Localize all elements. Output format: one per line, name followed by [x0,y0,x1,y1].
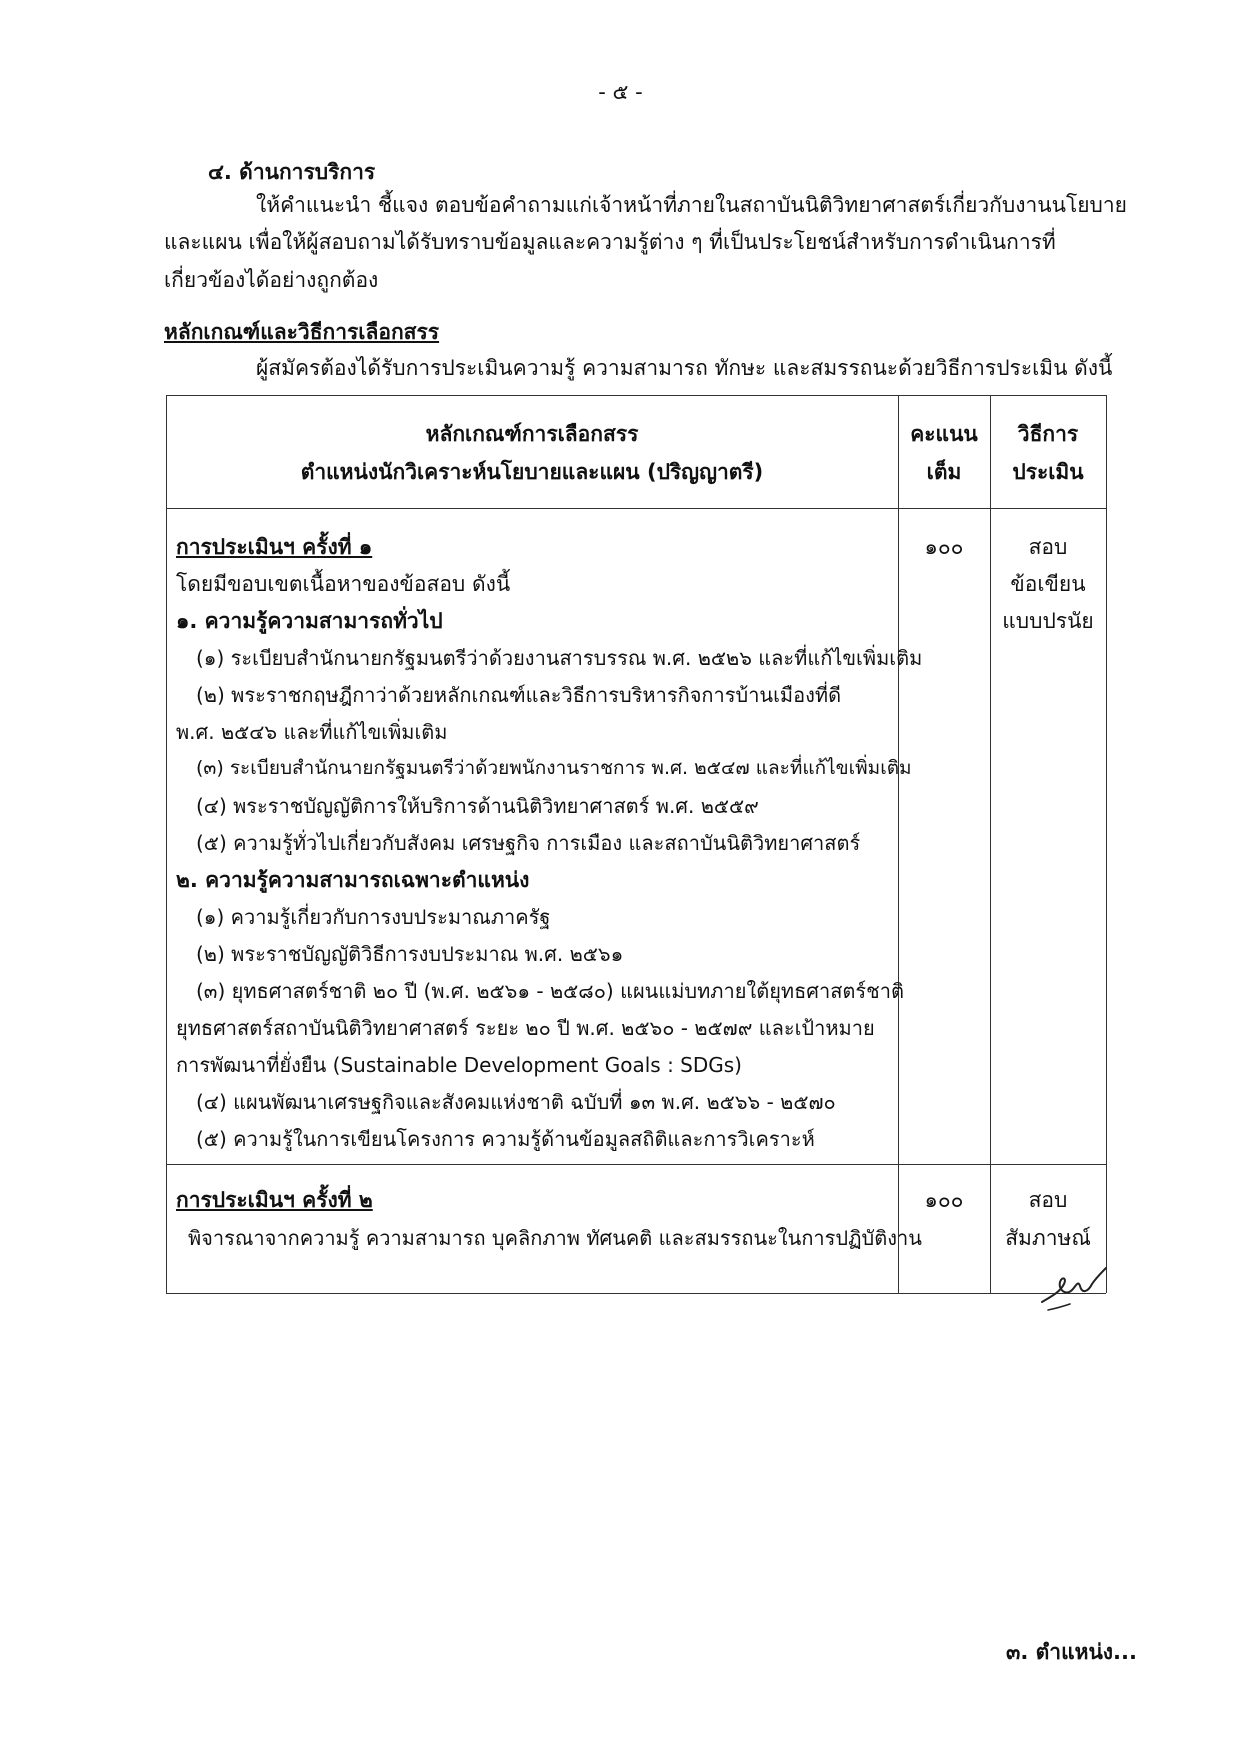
row1-item-2-5: (๕) ความรู้ในการเขียนโครงการ ความรู้ด้านข้อมูลสถิติและการวิเคราะห์ [196,1127,815,1151]
row2-description: พิจารณาจากความรู้ ความสามารถ บุคลิกภาพ ทัศนคติ และสมรรถนะในการปฏิบัติงาน [188,1226,922,1250]
table-border-right [1106,395,1107,1293]
row1-method-line-1: สอบ [1028,535,1068,559]
row1-method-line-2: ข้อเขียน [1010,572,1086,596]
row1-item-2-2: (๒) พระราชบัญญัติวิธีการงบประมาณ พ.ศ. ๒๕๖๑ [196,942,624,966]
row2-method-line-2: สัมภาษณ์ [1005,1226,1091,1250]
table-header-divider [166,508,1106,509]
table-border-bottom [166,1293,1106,1294]
section-heading: ๔. ด้านการบริการ [208,160,376,184]
signature-initials [1034,1262,1114,1322]
table-border-top [166,395,1106,396]
row1-item-2-3-cont-2: การพัฒนาที่ยั่งยืน (Sustainable Development Goals : SDGs) [176,1053,742,1077]
row1-item-2-3-cont-1: ยุทธศาสตร์สถาบันนิติวิทยาศาสตร์ ระยะ ๒๐ ปี พ.ศ. ๒๕๖๐ - ๒๕๗๙ และเป้าหมาย [176,1016,875,1040]
row1-item-1-1: (๑) ระเบียบสำนักนายกรัฐมนตรีว่าด้วยงานสารบรรณ พ.ศ. ๒๕๒๖ และที่แก้ไขเพิ่มเติม [196,646,923,670]
header-method-line-2: ประเมิน [1012,460,1084,484]
row1-item-1-4: (๔) พระราชบัญญัติการให้บริการด้านนิติวิทยาศาสตร์ พ.ศ. ๒๕๕๙ [196,794,759,818]
table-col-divider-1 [898,395,899,1293]
criteria-intro: ผู้สมัครต้องได้รับการประเมินความรู้ ความสามารถ ทักษะ และสมรรถนะด้วยวิธีการประเมิน ดังนี้ [256,356,1113,380]
table-border-left [166,395,167,1293]
continuation-marker: ๓. ตำแหน่ง... [1006,1640,1137,1664]
row1-item-1-5: (๕) ความรู้ทั่วไปเกี่ยวกับสังคม เศรษฐกิจ การเมือง และสถาบันนิติวิทยาศาสตร์ [196,831,861,855]
table-col-divider-2 [990,395,991,1293]
row1-scope-intro: โดยมีขอบเขตเนื้อหาของข้อสอบ ดังนี้ [176,572,511,596]
row1-item-2-3: (๓) ยุทธศาสตร์ชาติ ๒๐ ปี (พ.ศ. ๒๕๖๑ - ๒๕๘๐) แผนแม่บทภายใต้ยุทธศาสตร์ชาติ [196,979,904,1003]
row1-item-1-2-cont: พ.ศ. ๒๕๔๖ และที่แก้ไขเพิ่มเติม [176,720,448,744]
row2-title: การประเมินฯ ครั้งที่ ๒ [176,1188,373,1212]
row1-item-2-4: (๔) แผนพัฒนาเศรษฐกิจและสังคมแห่งชาติ ฉบับที่ ๑๓ พ.ศ. ๒๕๖๖ - ๒๕๗๐ [196,1090,836,1114]
header-criteria-line-1: หลักเกณฑ์การเลือกสรร [425,422,639,446]
row1-method-line-3: แบบปรนัย [1002,609,1094,633]
page-number: - ๕ - [598,80,643,104]
header-score-line-2: เต็ม [926,460,962,484]
table-row-divider [166,1164,1106,1165]
row2-method-line-1: สอบ [1028,1188,1068,1212]
header-method-line-1: วิธีการ [1017,422,1079,446]
row1-score: ๑๐๐ [924,535,964,559]
paragraph-line-2: และแผน เพื่อให้ผู้สอบถามได้รับทราบข้อมูลและความรู้ต่าง ๆ ที่เป็นประโยชน์สำหรับการดำเนินการที่ [164,230,1056,254]
row1-title: การประเมินฯ ครั้งที่ ๑ [176,535,373,559]
row1-group-1-heading: ๑. ความรู้ความสามารถทั่วไป [176,609,443,633]
header-score-line-1: คะแนน [910,422,978,446]
row1-group-2-heading: ๒. ความรู้ความสามารถเฉพาะตำแหน่ง [176,868,530,892]
criteria-heading: หลักเกณฑ์และวิธีการเลือกสรร [164,320,440,344]
row1-item-1-2: (๒) พระราชกฤษฎีกาว่าด้วยหลักเกณฑ์และวิธีการบริหารกิจการบ้านเมืองที่ดี [196,683,842,707]
row1-item-1-3: (๓) ระเบียบสำนักนายกรัฐมนตรีว่าด้วยพนักงานราชการ พ.ศ. ๒๕๔๗ และที่แก้ไขเพิ่มเติม [196,757,912,779]
row2-score: ๑๐๐ [924,1188,964,1212]
row1-item-2-1: (๑) ความรู้เกี่ยวกับการงบประมาณภาครัฐ [196,905,551,929]
header-criteria-line-2: ตำแหน่งนักวิเคราะห์นโยบายและแผน (ปริญญาตรี) [300,460,764,484]
paragraph-line-3: เกี่ยวข้องได้อย่างถูกต้อง [164,268,379,292]
paragraph-line-1: ให้คำแนะนำ ชี้แจง ตอบข้อคำถามแก่เจ้าหน้าที่ภายในสถาบันนิติวิทยาศาสตร์เกี่ยวกับงานนโยบาย [256,193,1127,217]
